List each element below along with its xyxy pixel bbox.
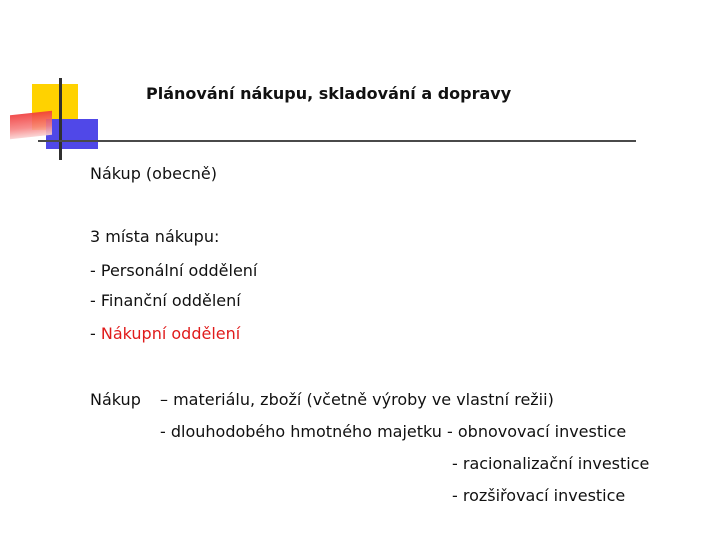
nakup-line-expansion: - rozšiřovací investice xyxy=(452,486,626,505)
decor-blue-square xyxy=(46,119,98,149)
place-item-purchasing: - Nákupní oddělení xyxy=(90,324,241,343)
heading-nakup: Nákup (obecně) xyxy=(90,164,217,183)
decor-red-square xyxy=(10,111,52,139)
nakup-line-materials: – materiálu, zboží (včetně výroby ve vlastní režii) xyxy=(160,390,554,409)
place-item-personal: - Personální oddělení xyxy=(90,261,258,280)
nakup-line-assets: - dlouhodobého hmotného majetku - obnovovací investice xyxy=(160,422,627,441)
place-item-finance: - Finanční oddělení xyxy=(90,291,241,310)
slide-title: Plánování nákupu, skladování a dopravy xyxy=(146,84,512,103)
decor-vertical-line xyxy=(59,78,62,160)
title-divider xyxy=(38,140,636,142)
nakup-line-rationalization: - racionalizační investice xyxy=(452,454,650,473)
nakup-label: Nákup xyxy=(90,390,141,409)
places-intro: 3 místa nákupu: xyxy=(90,227,220,246)
